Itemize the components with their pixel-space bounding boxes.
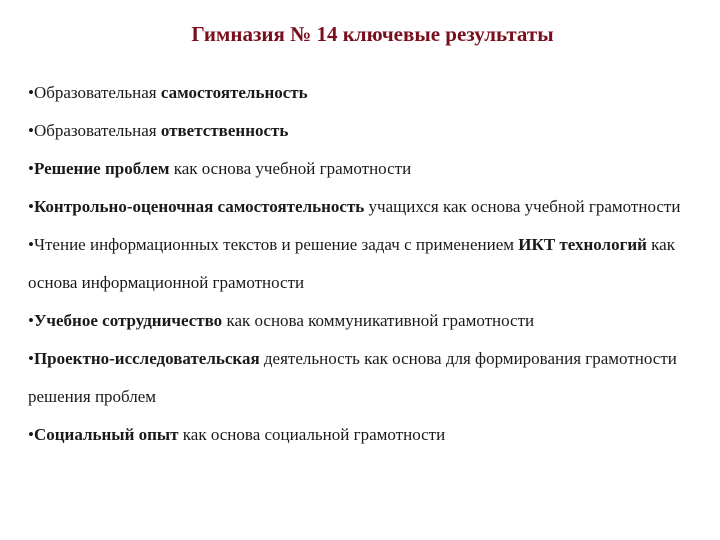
item-text-bold: Социальный опыт — [33, 425, 179, 444]
item-text: Образовательная — [33, 121, 161, 140]
item-text: как основа учебной грамотности — [169, 159, 412, 178]
bullet: • — [28, 311, 34, 330]
item-text-bold: ИКТ технологий — [518, 235, 647, 254]
bullet: • — [28, 121, 34, 140]
list-item — [28, 302, 708, 340]
item-text-bold: самостоятельность — [160, 83, 308, 102]
item-text-bold: Контрольно-оценочная самостоятельность — [33, 197, 365, 216]
list-item — [28, 226, 708, 302]
item-text: Чтение информационных текстов и решение задач с применением — [33, 235, 519, 254]
bullet: • — [28, 197, 34, 216]
list-item — [28, 112, 708, 150]
item-text: учащихся как основа учебной грамотности — [364, 197, 681, 216]
list-item — [28, 150, 708, 188]
item-text: как основа коммуникативной грамотности — [222, 311, 535, 330]
results-list — [28, 74, 708, 454]
list-item — [28, 340, 708, 416]
page-title: Гимназия № 14 ключевые результаты — [191, 22, 554, 46]
bullet: • — [28, 349, 34, 368]
list-item — [28, 74, 708, 112]
item-text-bold: Решение проблем — [33, 159, 170, 178]
list-item — [28, 416, 708, 454]
item-text: деятельность как основа для формирования грамотности решения проблем — [28, 349, 677, 406]
item-text: как основа социальной грамотности — [178, 425, 446, 444]
bullet: • — [28, 83, 34, 102]
item-text-bold: ответственность — [160, 121, 289, 140]
item-text: Образовательная — [33, 83, 161, 102]
item-text-bold: Проектно-исследовательская — [33, 349, 260, 368]
item-text-bold: Учебное сотрудничество — [33, 311, 223, 330]
list-item — [28, 188, 708, 226]
bullet: • — [28, 235, 34, 254]
bullet: • — [28, 159, 34, 178]
item-text: как основа информационной грамотности — [28, 235, 675, 292]
bullet: • — [28, 425, 34, 444]
